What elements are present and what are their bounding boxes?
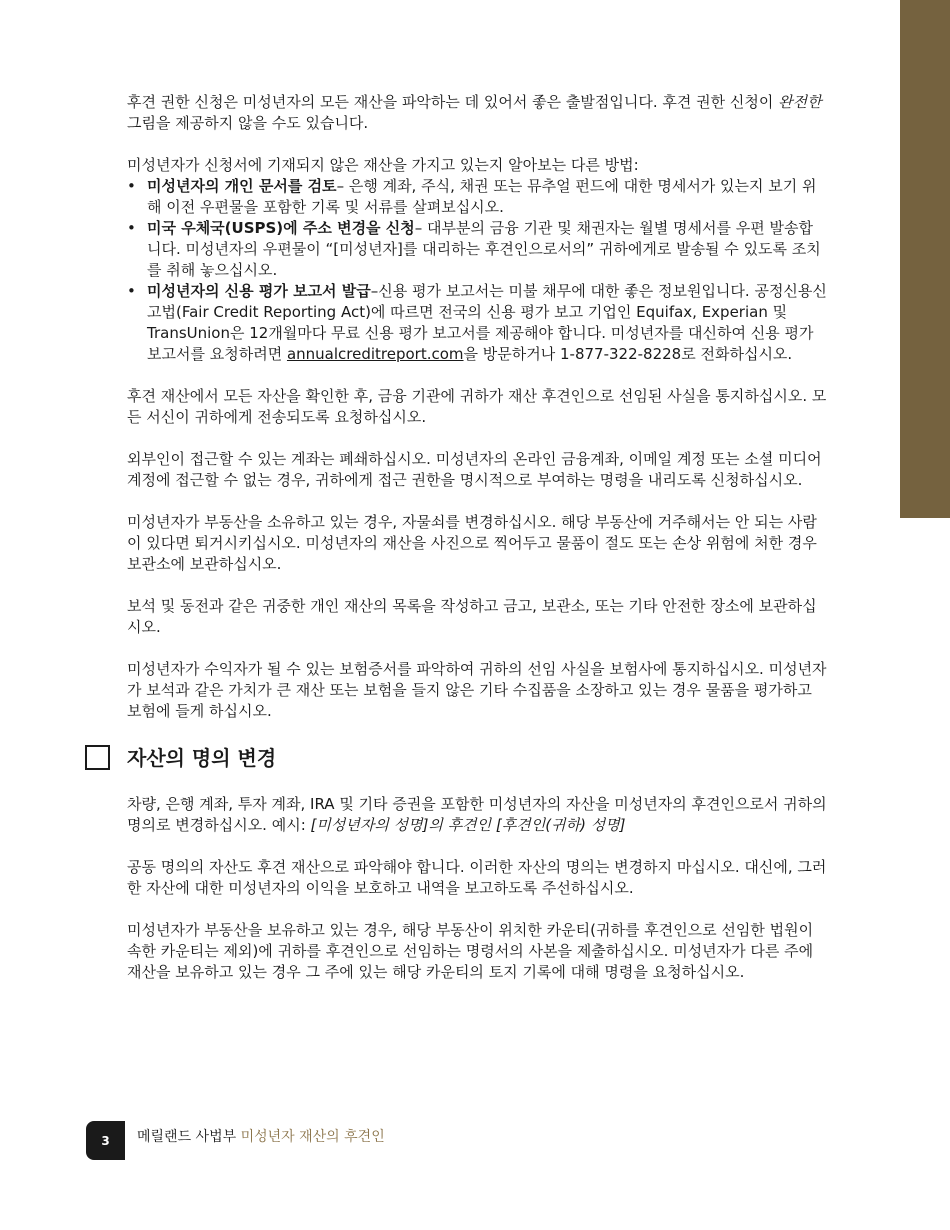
paragraph-notify: 후견 재산에서 모든 자산을 확인한 후, 금융 기관에 귀하가 재산 후견인으로 선임된 사실을 통지하십시오. 모든 서신이 귀하에게 전송되도록 요청하십시오.	[127, 387, 827, 426]
intro-text: 후견 권한 신청은 미성년자의 모든 재산을 파악하는 데 있어서 좋은 출발점입니다. 후견 권한 신청이	[127, 93, 779, 111]
list-item	[127, 281, 827, 365]
methods-list	[127, 176, 827, 365]
paragraph-real-estate: 미성년자가 부동산을 소유하고 있는 경우, 자물쇠를 변경하십시오. 해당 부동산에 거주해서는 안 되는 사람이 있다면 퇴거시키십시오. 미성년자의 재산을 사진으로 찍어두고 물품이 절도 또는 손상 위험에 처한 경우 보관소에 보관하십시오.	[127, 513, 817, 573]
list-item-text: –신용 평가 보고서는 미불 채무에 대한 좋은 정보원입니다. 공정신용신고법(Fair Credit Reporting Act)에 따르면 전국의 신용 평가 보고 기업인 Equifax, Experian 및 TransUnion은 12개월마다 무료 신용 평가 보고서를 제공해야 합니다. 미성년자를 대신하여 신용 평가 보고서를 요청하려면	[147, 282, 827, 363]
intro-text-end: 그림을 제공하지 않을 수도 있습니다.	[127, 114, 369, 132]
section-paragraph	[127, 794, 827, 836]
list-item-text: – 은행 계좌, 주식, 채권 또는 뮤추얼 펀드에 대한 명세서가 있는지 보기 위해 이전 우편물을 포함한 기록 및 서류를 살펴보십시오.	[147, 177, 817, 216]
intro-paragraph	[127, 92, 827, 134]
title-change-section	[127, 743, 827, 983]
page-footer	[86, 1121, 686, 1161]
annualcreditreport-link[interactable]: annualcreditreport.com	[286, 345, 464, 363]
list-item-heading: 미성년자의 개인 문서를 검토	[147, 177, 337, 195]
list-item-heading: 미국 우체국(USPS)에 주소 변경을 신청	[147, 219, 415, 237]
footer-text	[137, 1126, 385, 1146]
list-item	[127, 176, 827, 218]
paragraph-close-accounts: 외부인이 접근할 수 있는 계좌는 폐쇄하십시오. 미성년자의 온라인 금융계좌, 이메일 계정 또는 소셜 미디어 계정에 접근할 수 없는 경우, 귀하에게 접근 권한을 명시적으로 부여하는 명령을 내리도록 신청하십시오.	[127, 450, 822, 489]
footer-doc-title: 미성년자 재산의 후견인	[240, 1129, 385, 1145]
list-item-text-end: 을 방문하거나 1-877-322-8228로 전화하십시오.	[463, 345, 793, 363]
bullet-marker: •	[127, 219, 136, 237]
list-item-heading: 미성년자의 신용 평가 보고서 발급	[147, 282, 371, 300]
section-title: 자산의 명의 변경	[127, 746, 277, 770]
list-item	[127, 218, 827, 281]
intro-emphasis: 완전한	[778, 93, 822, 111]
bullet-marker: •	[127, 177, 136, 195]
paragraph-valuables: 보석 및 동전과 같은 귀중한 개인 재산의 목록을 작성하고 금고, 보관소, 또는 기타 안전한 장소에 보관하십시오.	[127, 597, 817, 636]
section-text: 차량, 은행 계좌, 투자 계좌, IRA 및 기타 증권을 포함한 미성년자의 자산을 미성년자의 후견인으로서 귀하의 명의로 변경하십시오. 예시:	[127, 795, 827, 834]
other-methods-lead: 미성년자가 신청서에 기재되지 않은 재산을 가지고 있는지 알아보는 다른 방법:	[127, 156, 639, 174]
section-example: [미성년자의 성명]의 후견인 [후견인(귀하) 성명]	[310, 816, 626, 834]
paragraph-insurance: 미성년자가 수익자가 될 수 있는 보험증서를 파악하여 귀하의 선임 사실을 보험사에 통지하십시오. 미성년자가 보석과 같은 가치가 큰 재산 또는 보험을 들지 않은 기타 수집품을 소장하고 있는 경우 물품을 평가하고 보험에 들게 하십시오.	[127, 660, 827, 720]
section-checkbox[interactable]	[85, 745, 110, 770]
side-color-tab	[900, 0, 950, 518]
document-body	[127, 92, 827, 983]
footer-org: 메릴랜드 사법부	[137, 1129, 237, 1145]
section-paragraph: 공동 명의의 자산도 후견 재산으로 파악해야 합니다. 이러한 자산의 명의는 변경하지 마십시오. 대신에, 그러한 자산에 대한 미성년자의 이익을 보호하고 내역을 보고하도록 주선하십시오.	[127, 858, 827, 897]
list-item-text: – 대부분의 금융 기관 및 채권자는 월별 명세서를 우편 발송합니다. 미성년자의 우편물이 “[미성년자]를 대리하는 후견인으로서의” 귀하에게로 발송될 수 있도록 조치를 취해 놓으십시오.	[147, 219, 821, 279]
section-paragraph: 미성년자가 부동산을 보유하고 있는 경우, 해당 부동산이 위치한 카운티(귀하를 후견인으로 선임한 법원이 속한 카운티는 제외)에 귀하를 후견인으로 선임하는 명령서의 사본을 제출하십시오. 미성년자가 다른 주에 재산을 보유하고 있는 경우 그 주에 있는 해당 카운티의 토지 기록에 대해 명령을 요청하십시오.	[127, 921, 814, 981]
bullet-marker: •	[127, 282, 136, 300]
page-number-badge: 3	[86, 1121, 125, 1160]
